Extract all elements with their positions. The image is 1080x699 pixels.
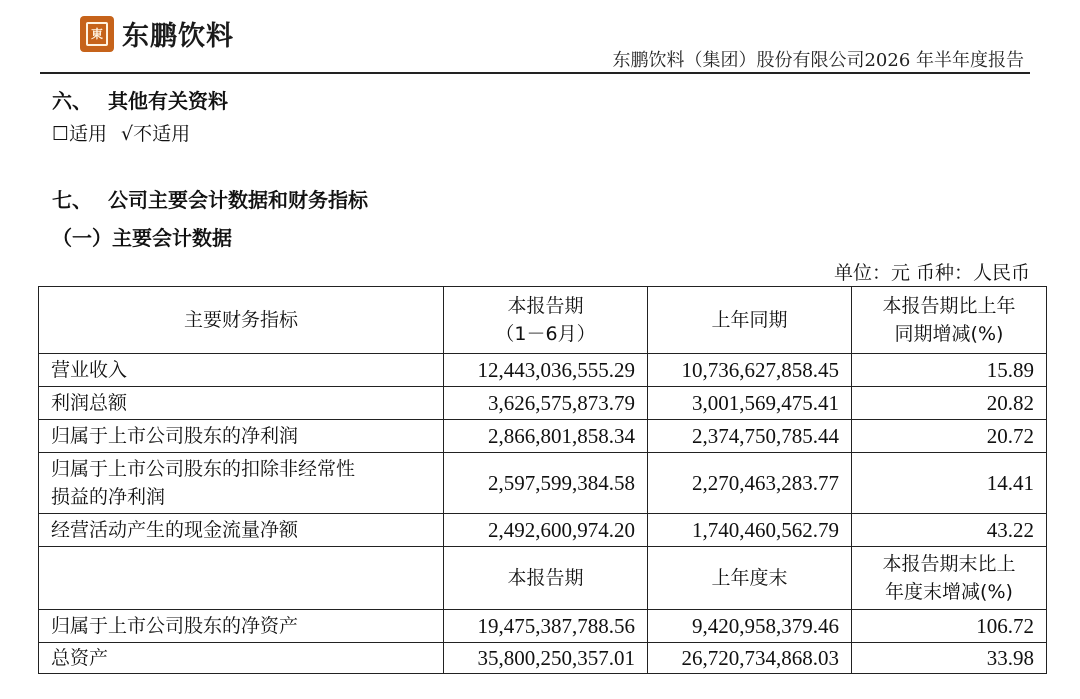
header-main-indicator: 主要财务指标 <box>39 287 444 354</box>
table-row <box>39 453 1047 514</box>
row-current-value: 12,443,036,555.29 <box>444 354 648 387</box>
row-prior-value: 1,740,460,562.79 <box>648 514 852 547</box>
header-change-pct: 本报告期比上年 同期增减(%) <box>852 287 1047 354</box>
financial-data-table <box>38 286 1047 674</box>
row-current-value: 19,475,387,788.56 <box>444 610 648 643</box>
subheader-current-period: 本报告期 <box>444 547 648 610</box>
section-7-heading <box>52 184 368 213</box>
subheader-change-pct: 本报告期末比上 年度末增减(%) <box>852 547 1047 610</box>
table-row <box>39 610 1047 643</box>
row-label: 经营活动产生的现金流量净额 <box>39 514 444 547</box>
applicability-options <box>52 119 190 146</box>
section-6-heading <box>52 85 228 114</box>
table-row <box>39 420 1047 453</box>
row-prior-value: 3,001,569,475.41 <box>648 387 852 420</box>
subheader-prior-year-end: 上年度末 <box>648 547 852 610</box>
row-current-value: 2,492,600,974.20 <box>444 514 648 547</box>
row-current-value: 35,800,250,357.01 <box>444 643 648 674</box>
table-header-row <box>39 287 1047 354</box>
row-label: 归属于上市公司股东的净资产 <box>39 610 444 643</box>
table-row <box>39 514 1047 547</box>
row-prior-value: 2,374,750,785.44 <box>648 420 852 453</box>
row-change-value: 33.98 <box>852 643 1047 674</box>
row-change-value: 14.41 <box>852 453 1047 514</box>
header-divider <box>40 72 1030 74</box>
row-label: 总资产 <box>39 643 444 674</box>
section-7-number: 七、 <box>52 188 92 212</box>
section-6-title: 其他有关资料 <box>108 89 228 113</box>
option-applicable: ☐适用 <box>52 123 108 145</box>
report-title: 东鹏饮料（集团）股份有限公司2026 年半年度报告 <box>612 50 1024 71</box>
row-current-value: 2,866,801,858.34 <box>444 420 648 453</box>
company-logo <box>80 14 234 53</box>
row-label: 归属于上市公司股东的扣除非经常性 损益的净利润 <box>39 453 444 514</box>
row-prior-value: 2,270,463,283.77 <box>648 453 852 514</box>
logo-text: 东鹏饮料 <box>122 21 234 52</box>
section-7-title: 公司主要会计数据和财务指标 <box>108 188 368 212</box>
row-current-value: 3,626,575,873.79 <box>444 387 648 420</box>
row-change-value: 106.72 <box>852 610 1047 643</box>
logo-emblem-icon: 東 <box>80 16 114 52</box>
section-7-subtitle: （一）主要会计数据 <box>52 226 232 250</box>
row-label: 利润总额 <box>39 387 444 420</box>
table-row <box>39 643 1047 674</box>
subheader-blank <box>39 547 444 610</box>
table-row <box>39 387 1047 420</box>
row-prior-value: 10,736,627,858.45 <box>648 354 852 387</box>
table-row <box>39 354 1047 387</box>
option-not-applicable: √不适用 <box>121 123 191 145</box>
unit-label: 单位：元 币种：人民币 <box>833 262 1030 284</box>
row-change-value: 20.82 <box>852 387 1047 420</box>
row-label: 营业收入 <box>39 354 444 387</box>
row-current-value: 2,597,599,384.58 <box>444 453 648 514</box>
row-prior-value: 26,720,734,868.03 <box>648 643 852 674</box>
row-change-value: 15.89 <box>852 354 1047 387</box>
header-current-period: 本报告期 （1－6月） <box>444 287 648 354</box>
table-subheader-row <box>39 547 1047 610</box>
section-6-number: 六、 <box>52 89 92 113</box>
row-label: 归属于上市公司股东的净利润 <box>39 420 444 453</box>
row-prior-value: 9,420,958,379.46 <box>648 610 852 643</box>
row-change-value: 20.72 <box>852 420 1047 453</box>
row-change-value: 43.22 <box>852 514 1047 547</box>
header-prior-period: 上年同期 <box>648 287 852 354</box>
